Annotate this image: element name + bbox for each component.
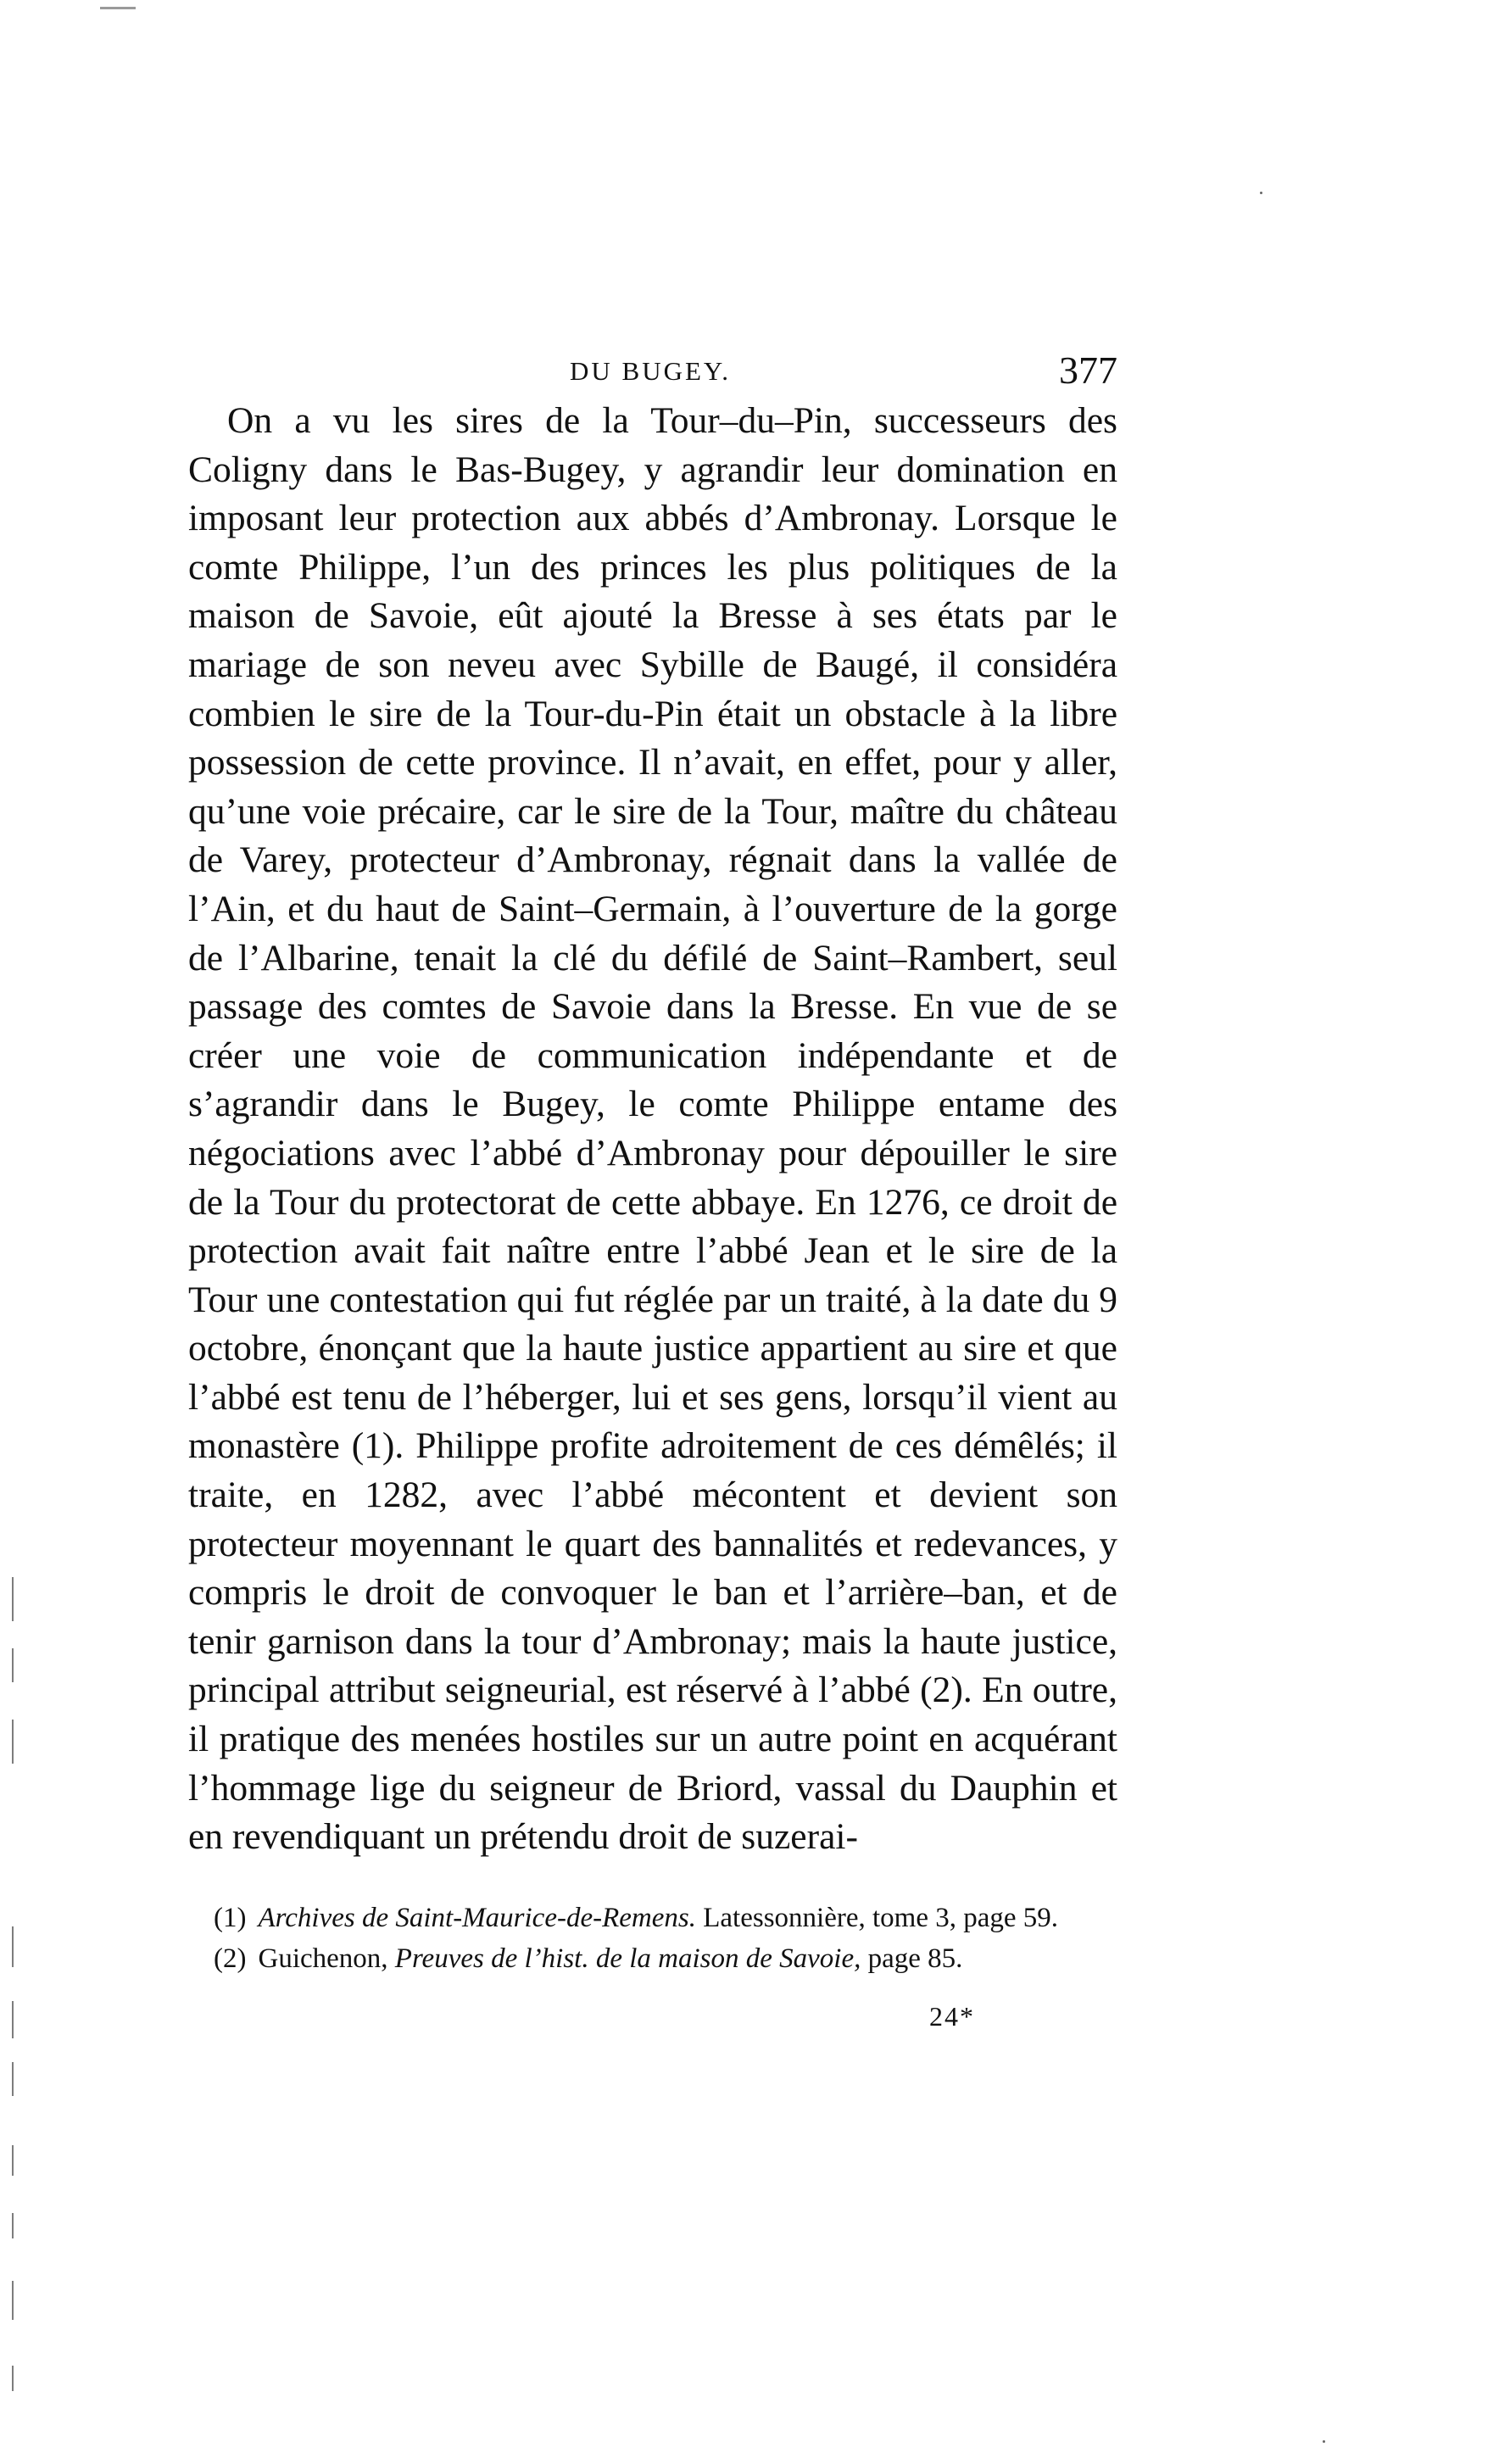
scan-edge-mark xyxy=(100,7,136,9)
scan-margin-mark xyxy=(12,1648,14,1682)
footnote-source: Archives de Saint-Maurice-de-Remens. xyxy=(258,1903,696,1933)
scan-margin-mark xyxy=(12,2001,14,2038)
scan-margin-mark xyxy=(12,2145,14,2176)
scan-margin-mark xyxy=(12,2213,14,2238)
scan-margin-mark xyxy=(12,1577,14,1621)
footnote-source: Preuves de l’hist. de la maison de Savoie, xyxy=(394,1943,861,1974)
signature-mark: 24* xyxy=(929,2001,975,2032)
page-header xyxy=(222,346,1117,397)
page-number: 377 xyxy=(1059,348,1117,392)
footnote-author: Guichenon, xyxy=(258,1943,388,1974)
footnote-marker: (1) xyxy=(214,1903,247,1933)
footnote-1 xyxy=(214,1898,1117,1938)
footnote-marker: (2) xyxy=(214,1943,247,1974)
footnote-2 xyxy=(214,1938,1117,1979)
scan-margin-mark xyxy=(12,2366,14,2391)
scan-margin-mark xyxy=(12,2062,14,2096)
scan-speck xyxy=(1323,2440,1325,2443)
footnotes xyxy=(214,1898,1117,1979)
scan-speck xyxy=(1260,192,1262,194)
scan-margin-mark xyxy=(12,1720,14,1764)
body-paragraph: On a vu les sires de la Tour–du–Pin, successeurs des Coligny dans le Bas-Bugey, y agrandir leur domination en imposant leur protection aux abbés d’Ambronay. Lorsque le comte Philippe, l’un des princes les plus politiques de la maison de Savoie, eût ajouté la Bresse à ses états par le mariage de son neveu avec Sybille de Baugé, il considéra combien le sire de la Tour-du-Pin était un obstacle à la libre possession de cette province. Il n’avait, en effet, pour y aller, qu’une voie précaire, car le sire de la Tour, maître du château de Varey, protecteur d’Ambronay, régnait dans la vallée de l’Ain, et du haut de Saint–Germain, à l’ouverture de la gorge de l’Albarine, tenait la clé du défilé de Saint–Rambert, seul passage des comtes de Savoie dans la Bresse. En vue de se créer une voie de communication indépendante et de s’agrandir dans le Bugey, le comte Philippe entame des négociations avec l’abbé d’Ambronay pour dépouiller le sire de la Tour du protectorat de cette abbaye. En 1276, ce droit de protection avait fait naître entre l’abbé Jean et le sire de la Tour une contestation qui fut réglée par un traité, à la date du 9 octobre, énonçant que la haute justice appartient au sire et que l’abbé est tenu de l’héberger, lui et ses gens, lorsqu’il vient au monastère (1). Philippe profite adroitement de ces démêlés; il traite, en 1282, avec l’abbé mécontent et devient son protecteur moyennant le quart des bannalités et redevances, y compris le droit de convoquer le ban et l’arrière–ban, et de tenir garnison dans la tour d’Ambronay; mais la haute justice, principal attribut seigneurial, est réservé à l’abbé (2). En outre, il pratique des menées hostiles sur un autre point en acquérant l’hommage lige du seigneur de Briord, vassal du Dauphin et en revendiquant un prétendu droit de suzerai- xyxy=(188,400,1117,1858)
footnote-details: page 85. xyxy=(867,1943,963,1974)
running-title: DU BUGEY. xyxy=(570,356,732,386)
footnote-details: Latessonnière, tome 3, page 59. xyxy=(703,1903,1059,1933)
scan-margin-mark xyxy=(12,1926,14,1967)
scan-margin-mark xyxy=(12,2281,14,2320)
